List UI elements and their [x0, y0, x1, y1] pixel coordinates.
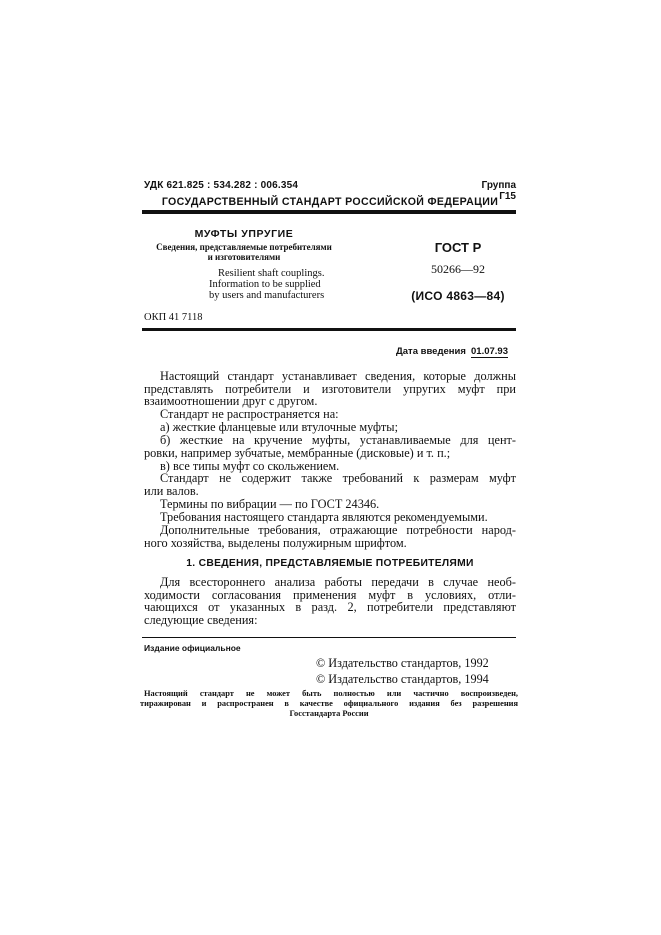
body-paragraph-3: а) жесткие фланцевые или втулочные муфты;: [160, 420, 398, 434]
en-title-line2: Information to be supplied: [209, 279, 321, 290]
title-rule: [142, 328, 516, 331]
en-title-line3: by users and manufacturers: [209, 290, 325, 301]
body-paragraph-5: в) все типы муфт со скольжением.: [160, 459, 340, 473]
footer-rule: [142, 637, 516, 638]
gost-label: ГОСТ Р: [434, 240, 482, 255]
state-standard-heading: ГОСУДАРСТВЕННЫЙ СТАНДАРТ РОССИЙСКОЙ ФЕДЕРАЦИИ: [161, 196, 499, 208]
body-paragraph-1: Настоящий стандарт устанавливает сведения, которые должны представлять потребители и изготовители упругих муфт при взаимоотношении друг с другом.: [144, 369, 516, 409]
header-rule: [142, 210, 516, 214]
okp-code: ОКП 41 7118: [144, 312, 203, 323]
body-paragraph-7: Термины по вибрации — по ГОСТ 24346.: [160, 497, 380, 511]
body-paragraph-2: Стандарт не распространяется на:: [160, 407, 339, 421]
gost-number: 50266—92: [431, 262, 485, 276]
ru-subtitle-line1: Сведения, представляемые потребителями: [156, 242, 332, 252]
body-paragraph-9: Дополнительные требования, отражающие потребности народ- ного хозяйства, выделены полужирным шрифтом.: [144, 523, 516, 550]
iso-reference: (ИСО 4863—84): [411, 289, 505, 303]
en-title-line1: Resilient shaft couplings.: [218, 268, 325, 279]
reproduction-notice: Настоящий стандарт не может быть полностью или частично воспроизведен, тиражирован и распространен в качестве официального издания без разрешения Госстандарта России: [140, 689, 518, 718]
official-edition-label: Издание официальное: [144, 643, 241, 653]
intro-date-value: 01.07.93: [471, 346, 508, 357]
group-code: Группа Г15: [481, 180, 516, 202]
copyright-1994: © Издательство стандартов, 1994: [316, 672, 489, 686]
intro-date-label: Дата введения: [396, 346, 466, 357]
ru-title: МУФТЫ УПРУГИЕ: [194, 228, 294, 240]
copyright-1992: © Издательство стандартов, 1992: [316, 656, 489, 670]
udk-code: УДК 621.825 : 534.282 : 006.354: [144, 180, 299, 191]
body-paragraph-4: б) жесткие на кручение муфты, устанавливаемые для цент- ровки, например зубчатые, мембранные (дисковые) и т. п.;: [144, 433, 516, 460]
body-paragraph-6: Стандарт не содержит также требований к размерам муфт или валов.: [144, 471, 516, 498]
body-paragraph-8: Требования настоящего стандарта являются рекомендуемыми.: [160, 510, 488, 524]
ru-subtitle-line2: и изготовителями: [207, 252, 281, 262]
section-1-heading: 1. СВЕДЕНИЯ, ПРЕДСТАВЛЯЕМЫЕ ПОТРЕБИТЕЛЯМИ: [186, 558, 474, 569]
section-1-text: Для всестороннего анализа работы передачи в случае необ- ходимости согласования применения муфт в условиях, отли- чающихся от указанных в разд. 2, потребители представляют следующие сведения:: [144, 575, 516, 627]
